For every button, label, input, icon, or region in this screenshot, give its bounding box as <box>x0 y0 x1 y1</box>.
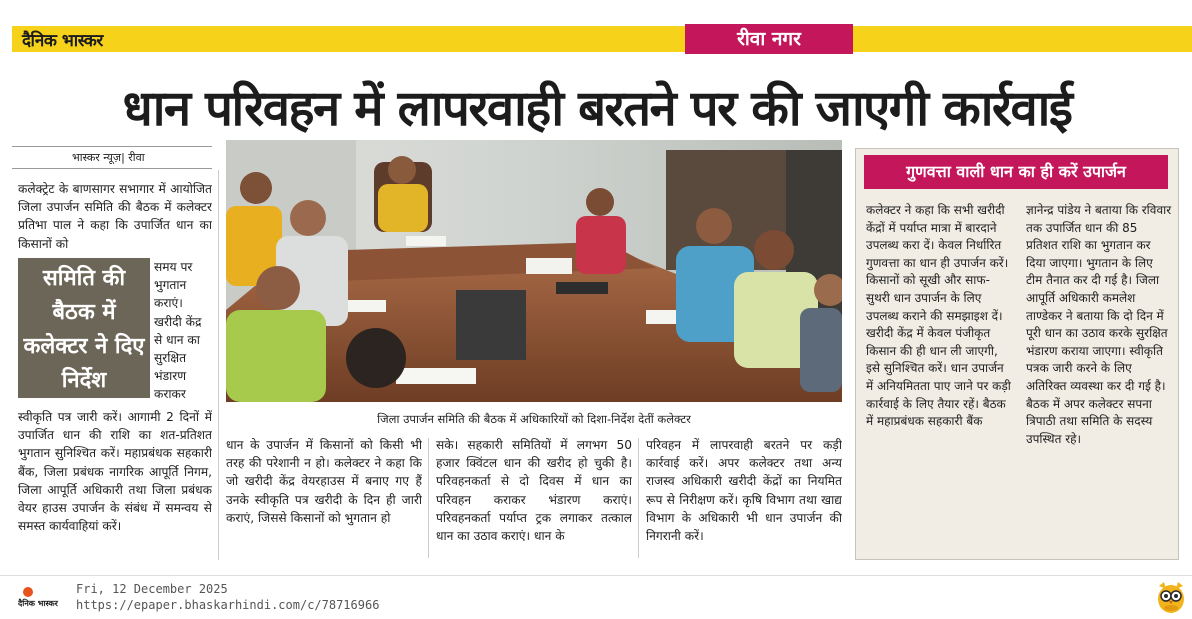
footer-divider <box>0 575 1192 576</box>
section-tag: रीवा नगर <box>685 24 853 54</box>
photo-caption: जिला उपार्जन समिति की बैठक में अधिकारियों को दिशा-निर्देश देतीं कलेक्टर <box>226 404 842 434</box>
divider <box>218 170 219 560</box>
article-paragraph: परिवहन में लापरवाही बरतने पर कड़ी कार्रवाई करें। अपर कलेक्टर तथा अन्य राजस्व अधिकारी खरीदी केंद्रों का नियमित रूप से निरीक्षण करें। कृषि विभाग तथा खाद्य विभाग के अधिकारी भी धान उपार्जन की निगरानी करें। <box>646 438 842 544</box>
byline: भास्कर न्यूज़| रीवा <box>72 151 145 164</box>
article-paragraph: धान के उपार्जन में किसानों को किसी भी तरह की परेशानी न हो। कलेक्टर ने कहा कि जो खरीदी केंद्र वेयरहाउस में बनाए गए हैं उनके स्वीकृति पत्र खरीदी के दिन ही जारी कराएं, जिससे किसानों को भुगतान हो <box>226 438 422 525</box>
meeting-photo <box>226 140 842 402</box>
article-paragraph: सके। सहकारी समितियों में लगभग 50 हजार क्विंटल धान की खरीद हो चुकी है। परिवहनकर्ता से दो दिवस में धान का परिवहन कराकर भंडारण कराएं। परिवहनकर्ता पर्याप्त ट्रक लगाकर तत्काल धान का उठाव कराएं। धान के <box>436 438 632 544</box>
article-col1-side <box>154 258 212 406</box>
article-col1-intro <box>18 180 212 256</box>
pull-quote-text: समिति की बैठक में कलेक्टर ने दिए निर्देश <box>23 266 145 393</box>
masthead-bar <box>12 26 1192 52</box>
divider <box>12 146 212 147</box>
footer-url[interactable]: https://epaper.bhaskarhindi.com/c/78716966 <box>76 598 380 612</box>
article-col2 <box>226 436 422 560</box>
article-paragraph: समय पर भुगतान कराएं। खरीदी केंद्र से धान का सुरक्षित भंडारण कराकर <box>154 260 202 402</box>
article-col4 <box>646 436 842 560</box>
owl-mascot-icon <box>1156 580 1186 614</box>
divider <box>12 168 212 169</box>
sidebar-title: गुणवत्ता वाली धान का ही करें उपार्जन <box>864 155 1168 189</box>
article-paragraph: कलेक्ट्रेट के बाणसागर सभागार में आयोजित जिला उपार्जन समिति की बैठक में कलेक्टर प्रतिभा पाल ने कहा कि उपार्जित धान का किसानों को <box>18 182 212 251</box>
footer-date: Fri, 12 December 2025 <box>76 582 228 596</box>
sidebar-col1 <box>866 202 1012 552</box>
footer-logo-text: दैनिक भास्कर <box>18 599 58 608</box>
sidebar-col2 <box>1026 202 1172 552</box>
sidebar-paragraph: ज्ञानेन्द्र पांडेय ने बताया कि रविवार तक उपार्जित धान की 85 प्रतिशत राशि का भुगतान कर दिया जाएगा। भुगतान के लिए टीम तैनात कर दी गई है। जिला आपूर्ति अधिकारी कमलेश ताण्डेकर ने बताया कि दो दिन में पूरी धान का उठाव करके सुरक्षित भंडारण कराया जाएगा। स्वीकृति पत्रक जारी करने के लिए अतिरिक्त व्यवस्था कर दी गई है। बैठक में अपर कलेक्टर सपना त्रिपाठी तथा समिति के सदस्य उपस्थित रहे। <box>1026 203 1172 446</box>
sidebar-paragraph: कलेक्टर ने कहा कि सभी खरीदी केंद्रों में पर्याप्त मात्रा में बारदाने उपलब्ध करा दें। केवल निर्धारित गुणवत्ता का धान ही उपार्जन करें। किसानों को सूखी और साफ-सुथरी धान उपार्जन के लिए उपलब्ध कराने की समझाइश दें। खरीदी केंद्र में केवल पंजीकृत किसान की ही धान ली जाएगी, इसे सुनिश्चित करें। धान उपार्जन में अनियमितता पाए जाने पर कड़ी कार्रवाई के लिए तैयार रहें। बैठक में महाप्रबंधक सहकारी बैंक <box>866 203 1011 429</box>
masthead-brand: दैनिक भास्कर <box>22 31 103 51</box>
divider <box>638 438 639 558</box>
pull-quote-box <box>18 258 150 398</box>
headline: धान परिवहन में लापरवाही बरतने पर की जाएगी कार्रवाई <box>122 80 1072 137</box>
article-paragraph: स्वीकृति पत्र जारी करें। आगामी 2 दिनों में उपार्जित धान की राशि का शत-प्रतिशत भुगतान सुनिश्चित करें। महाप्रबंधक सहकारी बैंक, जिला प्रबंधक नागरिक आपूर्ति निगम, जिला आपूर्ति अधिकारी तथा जिला प्रबंधक वेयर हाउस उपार्जन के संबंध में समन्वय से समस्त कार्यवाहियां करें। <box>18 410 212 534</box>
divider <box>428 438 429 558</box>
article-col3 <box>436 436 632 560</box>
footer-logo <box>18 584 70 612</box>
article-col1-rest <box>18 408 212 560</box>
